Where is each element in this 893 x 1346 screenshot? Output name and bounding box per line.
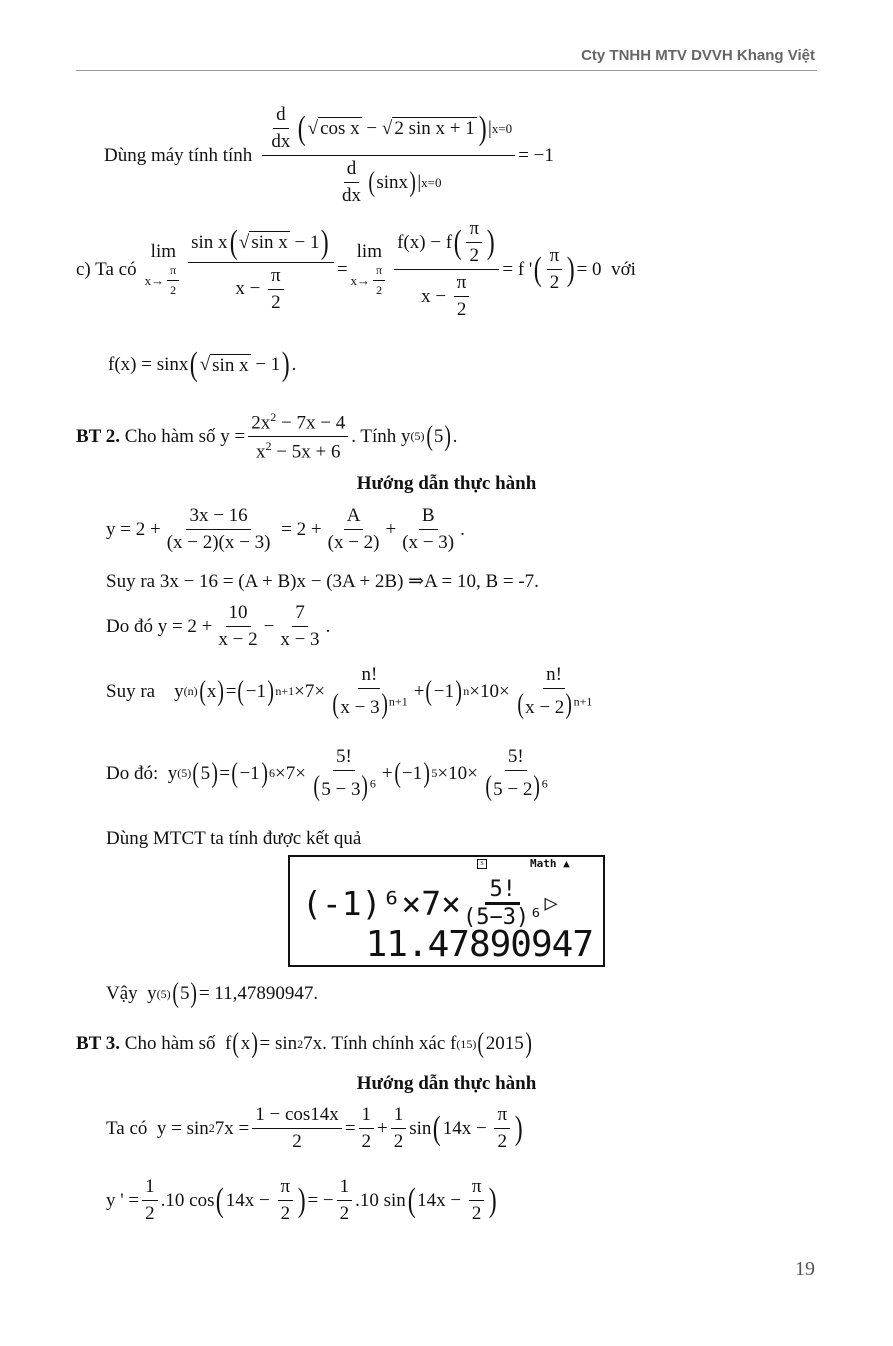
conclusion-line: Vậy y (5) ( 5 ) = 11,47890947. xyxy=(106,978,319,1009)
guide-title: Hướng dẫn thực hành xyxy=(356,473,537,494)
partial-fraction-line: y = 2 + $\frac{3x - 16}{(x - 2)(x - 3)}$ = 2 + $\frac{A}{(x - 2)}$ + B (x − 3) . xyxy=(106,505,465,553)
calculator-result: 11.47890947 xyxy=(365,924,593,965)
lead-text: Dùng máy tính tính xyxy=(104,144,253,166)
bt3-rewrite-line: Ta có y = sin 2 7x = 1 − cos14x 2 = 1 2 + 1 2 sin ( 14x − π 2 ) xyxy=(106,1104,523,1152)
bt2-label: BT 2. xyxy=(76,425,121,447)
limit-line: c) Ta có lim x→ π 2 sin x ( √ sin x − 1 ) x − π 2 = lim x→ π 2 f(x) − f ( π 2 ) x − π 2 = f ' ( π 2 ) = 0 với xyxy=(76,218,636,320)
with-text: với xyxy=(611,258,636,280)
calculator-expression: (-1)⁶×7× $\frac{5!}{\text{(5−3)⁶}}$ ▷ xyxy=(302,877,558,930)
mtct-line: Dùng MTCT ta tính được kết quả xyxy=(106,828,362,849)
bt3-label: BT 3. xyxy=(76,1033,121,1054)
math-mode-indicator: Math ▲ xyxy=(530,857,570,870)
calculator-screen xyxy=(288,855,605,967)
header-rule xyxy=(76,70,817,71)
derivative-line xyxy=(104,104,554,207)
decomposition-line: Do đó y = 2 + $\frac{10}{x - 2}$ − 7 x − 3 . xyxy=(106,602,331,650)
coefficients-line: Suy ra 3x − 16 = (A + B)x − (3A + 2B) ⇒A = 10, B = -7. xyxy=(106,571,539,592)
bt3-derivative-line: y ' = 1 2 .10 cos ( 14x − π 2 ) = − 1 2 .10 sin ( 14x − π 2 ) xyxy=(106,1176,498,1224)
page-number: 19 xyxy=(795,1258,815,1280)
shift-indicator-icon: S xyxy=(477,859,487,869)
guide-title-2: Hướng dẫn thực hành xyxy=(356,1073,537,1094)
fifth-derivative-line: Do đó: y (5) ( 5 ) = ( −1 ) 6 ×7× 5! $(5 - 3)^6$ + ( −1 ) 5 ×10× 5! $(5 - 2)^6$ xyxy=(106,746,548,802)
result-text: = −1 xyxy=(518,144,554,166)
derivative-fraction: d dx ( √ cos x − √ 2 sin x + 1 ) | x=0 d dx ( sinx ) | x=0 xyxy=(262,104,515,207)
running-header: Cty TNHH MTV DVVH Khang Việt xyxy=(581,47,815,64)
bt3-statement: BT 3. Cho hàm số f ( x ) = sin 2 7x . Tính chính xác f (15) ( 2015 ) xyxy=(76,1028,532,1059)
bt2-statement: BT 2. Cho hàm số y = $\frac{2x^2 - 7x - 4}{x^2 - 5x + 6}$ . Tính y (5) ( 5 ) . xyxy=(76,410,458,463)
fdef-line: f(x) = sinx ( √ sin x − 1 ) . xyxy=(108,346,297,383)
nth-derivative-line: Suy ra y (n) ( x ) = ( −1 ) n+1 ×7× n! $(x - 3)^{n+1}$ + ( −1 ) n ×10× n! $(x - 2)^{n+1}$ xyxy=(106,664,593,720)
cursor-arrow-icon: ▷ xyxy=(544,891,558,916)
part-c-label: c) Ta có xyxy=(76,258,137,280)
